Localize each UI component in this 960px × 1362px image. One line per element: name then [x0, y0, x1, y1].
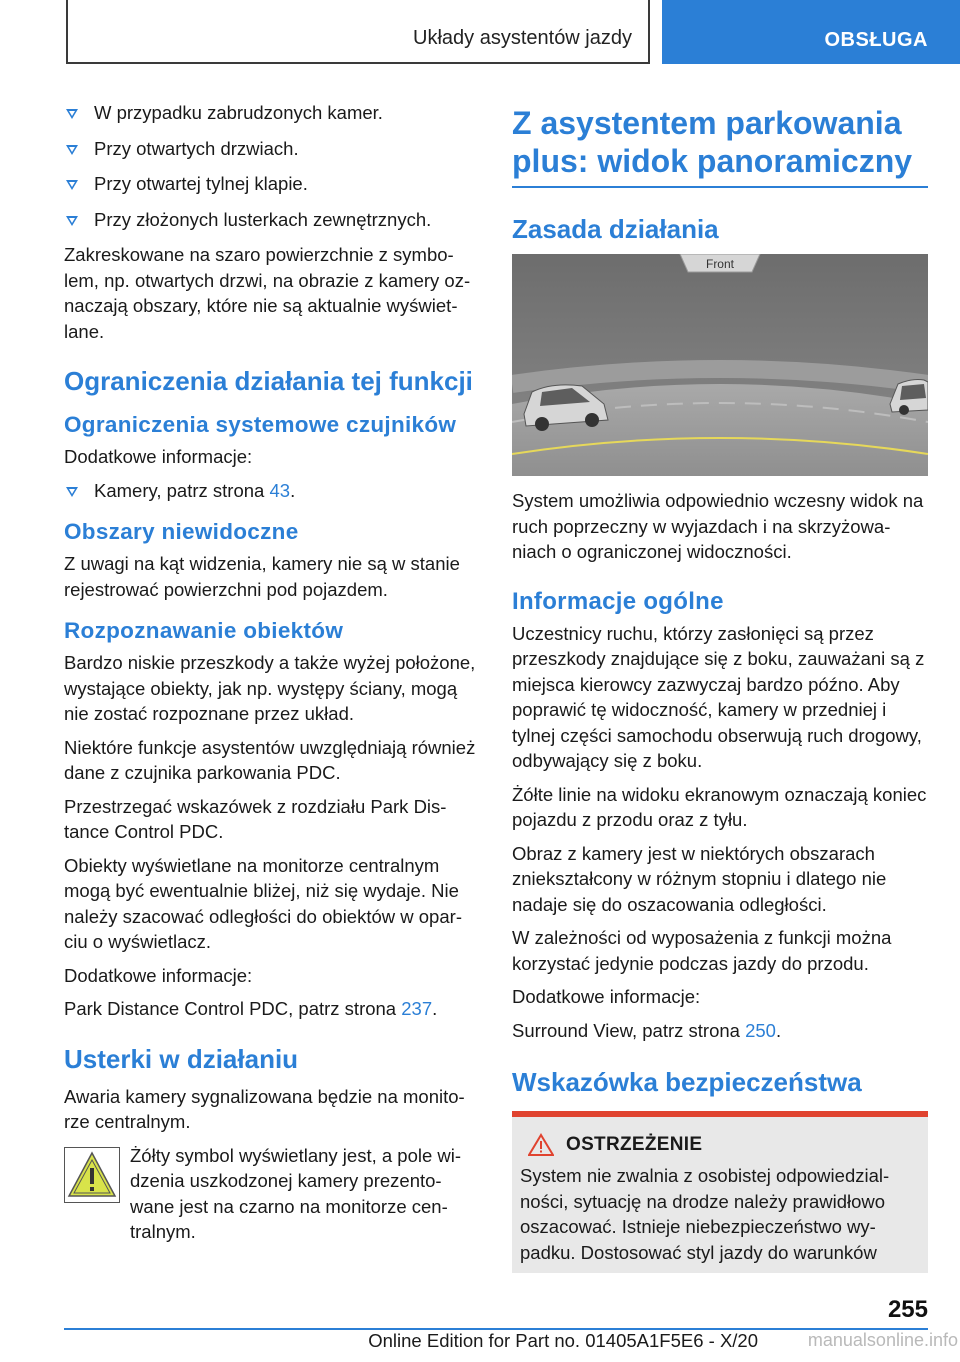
- header-chapter-tab[interactable]: [662, 0, 960, 64]
- paragraph-hatched-areas: Zakreskowane na szaro powierzchnie z symbolem, np. otwartych drzwi, na obrazie z kamery oznaczają obszary, które nie są aktualnie wyświetlane.: [64, 244, 471, 342]
- list-item: Przy złożonych lusterkach zewnętrznych.: [64, 207, 476, 233]
- pdc-reference: Park Distance Control PDC, patrz strona 237.: [64, 998, 438, 1019]
- paragraph-general-1: Uczestnicy ruchu, którzy zasłonięci są przez przeszkody znajdujące się z boku, zauważani są z miejsca kierowcy zazwyczaj bardzo późno. Aby poprawić tę widoczność, kamery w przedniej i tylnej części samochodu obserwują ruch drogowy, odbywający się z boku.: [512, 622, 925, 771]
- heading-panorama-view: Z asystentem parkowania plus: widok panoramiczny: [512, 104, 928, 188]
- more-info-label: Dodatkowe informacje:: [64, 446, 253, 467]
- paragraph-blind-areas: Z uwagi na kąt widzenia, kamery nie są w stanie rejestrować powierzchni pod pojazdem.: [64, 553, 460, 600]
- list-item: Kamery, patrz strona 43.: [64, 478, 476, 504]
- header-chapter-label: OBSŁUGA: [824, 29, 928, 51]
- heading-faults: Usterki w działaniu: [64, 1043, 299, 1074]
- heading-object-detection: Rozpoznawanie obiektów: [64, 618, 344, 643]
- page-number: 255: [887, 1296, 928, 1323]
- list-item: W przypadku zabrudzonych kamer.: [64, 100, 476, 126]
- more-info-label: Dodatkowe informacje:: [512, 986, 701, 1007]
- warning-sign-icon: [64, 1147, 120, 1203]
- paragraph-general-4: W zależności od wyposażenia z funkcji można korzystać jedynie podczas jazdy do przodu.: [512, 927, 892, 974]
- bullet-triangle-icon: [66, 109, 78, 119]
- heading-principle: Zasada działania: [512, 214, 719, 244]
- warning-box: [512, 1111, 928, 1273]
- heading-function-limits: Ograniczenia działania tej funkcji: [64, 366, 473, 396]
- heading-general-info: Informacje ogólne: [512, 587, 724, 615]
- paragraph-detection-3: Przestrzegać wskazówek z rozdziału Park Distance Control PDC.: [64, 795, 447, 842]
- bullet-triangle-icon: [66, 216, 78, 226]
- camera-front-label: Front: [705, 257, 735, 271]
- paragraph-sign: Żółty symbol wyświetlany jest, a pole widzenia uszkodzonej kamery prezentowane jest na czarno na monitorze centralnym.: [130, 1144, 462, 1242]
- page-link-250[interactable]: 250: [745, 1019, 776, 1041]
- paragraph-principle: System umożliwia odpowiednio wczesny widok na ruch poprzeczny w wyjazdach i na skrzyżowaniach o ograniczonej widoczności.: [512, 490, 924, 562]
- surround-reference: Surround View, patrz strona 250.: [512, 1019, 782, 1041]
- bullet-triangle-icon: [66, 180, 78, 190]
- header-section-box: [66, 0, 650, 64]
- right-column: [512, 104, 928, 1273]
- header-section-title: Układy asystentów jazdy: [413, 27, 632, 49]
- paragraph-detection-1: Bardzo niskie przeszkody a także wyżej położone, wystające obiekty, jak np. występy ściany, mogą nie zostać rozpoznane przez układ.: [64, 652, 476, 724]
- paragraph-detection-4: Obiekty wyświetlane na monitorze centralnym mogą być ewentualnie bliżej, niż się wydaje. Nie należy szacować odległości do obiektów w oparciu o wyświetlacz.: [64, 854, 462, 952]
- paragraph-faults: Awaria kamery sygnalizowana będzie na monitorze centralnym.: [64, 1085, 465, 1132]
- left-column: [64, 100, 476, 1253]
- paragraph-general-3: Obraz z kamery jest w niektórych obszarach zniekształcony w różnym stopniu i dlatego nie nadaje się do oszacowania odległości.: [512, 842, 887, 915]
- list-item: Przy otwartej tylnej klapie.: [64, 171, 476, 197]
- page-link-43[interactable]: 43: [269, 479, 291, 501]
- sign-note: [64, 1143, 476, 1245]
- paragraph-general-2: Żółte linie na widoku ekranowym oznaczają koniec pojazdu z przodu oraz z tyłu.: [512, 783, 927, 830]
- footer-watermark: manualsonline.info: [807, 1330, 958, 1350]
- heading-blind-areas: Obszary niewidoczne: [64, 519, 299, 544]
- footer-edition: Online Edition for Part no. 01405A1F5E6 - X/20: [368, 1330, 758, 1351]
- warning-text: System nie zwalnia z osobistej odpowiedzialności, sytuację na drodze należy prawidłowo oszacować. Istnieje niebezpieczeństwo wypadku. Dostosować styl jazdy do warunków: [520, 1165, 890, 1263]
- bullet-triangle-icon: [66, 487, 78, 497]
- paragraph-detection-2: Niektóre funkcje asystentów uwzględniają również dane z czujnika parkowania PDC.: [64, 736, 476, 783]
- camera-view-image: [512, 254, 928, 476]
- warning-header: [520, 1133, 920, 1157]
- list-item: Przy otwartych drzwiach.: [64, 136, 476, 162]
- heading-safety-note: Wskazówka bezpieczeństwa: [512, 1067, 862, 1097]
- page-link-237[interactable]: 237: [401, 998, 433, 1019]
- heading-sensor-limits: Ograniczenia systemowe czujników: [64, 412, 457, 437]
- warning-title: OSTRZEŻENIE: [566, 1134, 703, 1155]
- bullet-triangle-icon: [66, 145, 78, 155]
- more-info-label: Dodatkowe informacje:: [64, 964, 253, 986]
- warning-triangle-icon: [528, 1133, 554, 1157]
